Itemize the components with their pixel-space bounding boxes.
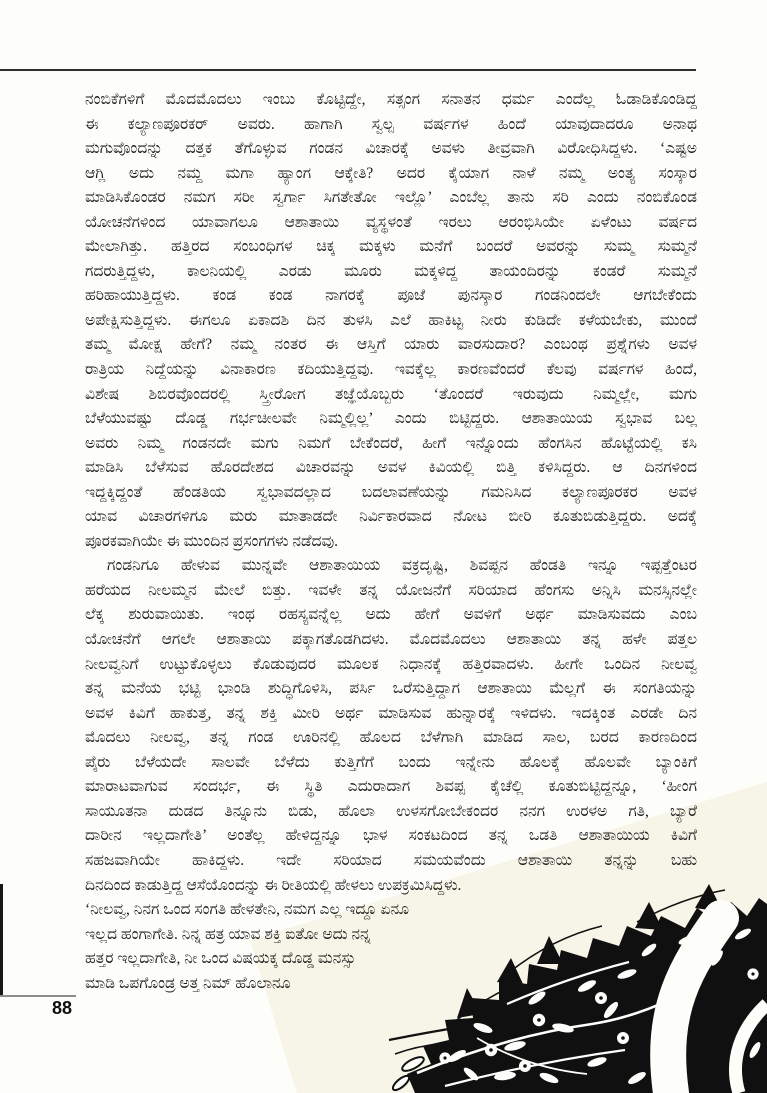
text-line: ಮಾರಾಟವಾಗುವ ಸಂದರ್ಭ, ಈ ಸ್ಥಿತಿ ಎದುರಾದಾಗ ಶಿವಪ್ಪ ಕೈಚೆಲ್ಲಿ ಕೂತುಬಿಟ್ಟಿದ್ದನ್ನೂ, ‘ಹೀಂಗ: [85, 778, 697, 796]
paragraph: [85, 898, 697, 996]
text-line: ಪೈರು ಬೆಳೆಯದೇ ಸಾಲವೇ ಬೆಳೆದು ಕುತ್ತಿಗೆಗೆ ಬಂದು ಇನ್ನೇನು ಹೊಲಕ್ಕೆ ಹೊಲವೇ ಬ್ಯಾಂಕಿಗೆ: [85, 753, 697, 771]
text-line: ಹರೆಯದ ನೀಲಮ್ಮನ ಮೇಲೆ ಬಿತ್ತು. ಇವಳೇ ತನ್ನ ಯೋಜನೆಗೆ ಸರಿಯಾದ ಹೆಂಗಸು ಅನ್ನಿಸಿ ಮನಸ್ಸಿನಲ್ಲೇ: [85, 581, 697, 599]
text-line: ಯೋಚನೆಗಳಿಂದ ಯಾವಾಗಲೂ ಆಶಾತಾಯಿ ವ್ಯಸ್ಥಳಂತೆ ಇರಲು ಆರಂಭಿಸಿಯೇ ಏಳೆಂಟು ವರ್ಷದ: [85, 213, 697, 231]
header-rule: [0, 69, 696, 71]
text-line: ಈ ಕಲ್ಯಾಣಪೂರಕರ್ ಅವರು. ಹಾಗಾಗಿ ಸ್ವಲ್ಪ ವರ್ಷಗಳ ಹಿಂದೆ ಯಾವುದಾದರೂ ಅನಾಥ: [85, 115, 697, 133]
text-line: ಮಾಡಿಸಿಕೊಂಡರ ನಮಗ ಸರೀ ಸ್ವರ್ಗಾ ಸಿಗತೇತೋ ಇಲ್ಲೊ’ ಎಂಬೆಲ್ಲ ತಾನು ಸರಿ ಎಂದು ನಂಬಿಕೊಂಡ: [85, 189, 697, 207]
text-line: ನಂಬಿಕೆಗಳಿಗೆ ಮೊದಮೊದಲು ಇಂಬು ಕೊಟ್ಟಿದ್ದೇ, ಸತ್ಸಂಗ ಸನಾತನ ಧರ್ಮ ಎಂದೆಲ್ಲ ಓಡಾಡಿಕೊಂಡಿದ್ದ: [85, 91, 697, 108]
text-line: ಸಹಜವಾಗಿಯೇ ಹಾಕಿದ್ದಳು. ಇದೇ ಸರಿಯಾದ ಸಮಯವೆಂದು ಆಶಾತಾಯಿ ತನ್ನನ್ನು ಬಹು: [85, 851, 697, 869]
text-line: ತನ್ನ ಮನೆಯ ಭಟ್ಟಿ ಭಾಂಡಿ ಶುದ್ಧಿಗೊಳಿಸಿ, ಪರ್ಸಿ ಒರೆಸುತ್ತಿದ್ದಾಗ ಆಶಾತಾಯಿ ಮೆಲ್ಲಗೆ ಈ ಸಂಗತಿಯನ್ನು: [85, 680, 697, 698]
text-line: ಪೂರಕವಾಗಿಯೇ ಈ ಮುಂದಿನ ಪ್ರಸಂಗಗಳು ನಡೆದವು.: [85, 532, 339, 550]
text-line: ಹರಿಹಾಯುತ್ತಿದ್ದಳು. ಕಂಡ ಕಂಡ ನಾಗರಕ್ಕೆ ಪೂಜೆ ಪುನಸ್ಕಾರ ಗಂಡನಿಂದಲೇ ಆಗಬೇಕೆಂದು: [85, 287, 697, 305]
page-edge-mark: [0, 884, 3, 996]
text-line: ಯಾವ ವಿಚಾರಗಳಿಗೂ ಮರು ಮಾತಾಡದೇ ನಿರ್ವಿಕಾರವಾದ ನೋಟ ಬೀರಿ ಕೂತುಬಿಡುತ್ತಿದ್ದರು. ಅದಕ್ಕೆ: [85, 508, 697, 526]
footer-rule: [0, 995, 76, 997]
text-line: ಮೊದಲು ನೀಲವ್ವ, ತನ್ನ ಗಂಡ ಊರಿನಲ್ಲಿ ಹೊಲದ ಬೆಳೆಗಾಗಿ ಮಾಡಿದ ಸಾಲ, ಬರದ ಕಾರಣದಿಂದ: [85, 729, 697, 747]
text-line: ಗದರುತ್ತಿದ್ದಳು, ಕಾಲನಿಯಲ್ಲಿ ಎರಡು ಮೂರು ಮಕ್ಕಳಿದ್ದ ತಾಯಂದಿರನ್ನು ಕಂಡರೆ ಸುಮ್ಮನೆ: [85, 262, 697, 280]
text-line: ಮಗುವೊಂದನ್ನು ದತ್ತಕ ತೆಗೊಳ್ಳುವ ಗಂಡನ ವಿಚಾರಕ್ಕೆ ಅವಳು ತೀವ್ರವಾಗಿ ವಿರೋಧಿಸಿದ್ದಳು. ‘ಎಷ್ಟಅ: [85, 140, 697, 158]
text-line: ಇದ್ದಕ್ಕಿದ್ದಂತೆ ಹೆಂಡತಿಯ ಸ್ವಭಾವದಲ್ಲಾದ ಬದಲಾವಣೆಯನ್ನು ಗಮನಿಸಿದ ಕಲ್ಯಾಣಪೂರಕರ ಅವಳ: [85, 483, 697, 501]
text-line: ಯೋಚನೆಗೆ ಆಗಲೇ ಆಶಾತಾಯಿ ಪಕ್ಕಾಗತೊಡಗಿದಳು. ಮೊದಮೊದಲು ಆಶಾತಾಯಿ ತನ್ನ ಹಳೇ ಪತ್ತಲ: [85, 631, 697, 649]
text-line: ಇಲ್ಲದ ಹಂಗಾಗೇತಿ. ನಿನ್ನ ಹತ್ರ ಯಾವ ಶಕ್ತಿ ಐತೋ ಅದು ನನ್ನ: [85, 925, 371, 943]
text-line: ತಮ್ಮ ಮೋಕ್ಷ ಹೇಗೆ? ನಮ್ಮ ನಂತರ ಈ ಆಸ್ತಿಗೆ ಯಾರು ವಾರಸುದಾರ? ಎಂಬಂಥ ಪ್ರಶ್ನೆಗಳು ಅವಳ: [85, 336, 697, 354]
text-line: ಗಂಡನಿಗೂ ಹೇಳುವ ಮುನ್ನವೇ ಆಶಾತಾಯಿಯ ವಕ್ರದೃಷ್ಟಿ, ಶಿವಪ್ಪನ ಹೆಂಡತಿ ಇನ್ನೂ ಇಪ್ಪತ್ತೆಂಟರ: [107, 557, 697, 575]
paragraph: [85, 554, 697, 898]
text-line: ಆಗ್ಲಿ ಅದು ನಮ್ದ ಮಗಾ ಹ್ಯಾಂಗ ಆಕ್ಕೇತಿ? ಅದರ ಕೈಯಾಗ ನಾಳೆ ನಮ್ಮ ಅಂತ್ಯ ಸಂಸ್ಕಾರ: [85, 164, 697, 182]
text-line: ಅವರು ನಿಮ್ಮ ಗಂಡನದೇ ಮಗು ನಿಮಗೆ ಬೇಕೆಂದರೆ, ಹೀಗೆ ಇನ್ನೊಂದು ಹೆಂಗಸಿನ ಹೊಟ್ಟೆಯಲ್ಲಿ ಕಸಿ: [85, 434, 697, 452]
text-line: ಅಪೇಕ್ಷಿಸುತ್ತಿದ್ದಳು. ಈಗಲೂ ಏಕಾದಶಿ ದಿನ ತುಳಸಿ ಎಲೆ ಹಾಕಿಟ್ಟ ನೀರು ಕುಡಿದೇ ಕಳೆಯಬೇಕು, ಮುಂದೆ: [85, 311, 697, 329]
text-line: ರಾತ್ರಿಯ ನಿದ್ದೆಯನ್ನು ವಿನಾಕಾರಣ ಕದಿಯುತ್ತಿದ್ದವು. ಇವಕ್ಕೆಲ್ಲ ಕಾರಣವೆಂದರೆ ಕೆಲವು ವರ್ಷಗಳ ಹಿಂದೆ,: [85, 361, 697, 379]
paragraph: [85, 88, 697, 554]
text-line: ಬೆಳೆಯುವಷ್ಟು ದೊಡ್ಡ ಗರ್ಭಚೀಲವೇ ನಿಮ್ಮಲ್ಲಿಲ್ಲ’ ಎಂದು ಬಿಟ್ಟಿದ್ದರು. ಆಶಾತಾಯಿಯ ಸ್ವಭಾವ ಬಲ್ಲ: [85, 410, 697, 428]
text-block: [85, 88, 697, 996]
text-line: ಹತ್ತರ ಇಲ್ಲದಾಗೇತಿ, ನೀ ಒಂದ ವಿಷಯಕ್ಕ ದೊಡ್ಡ ಮನಸ್ಸು: [85, 950, 356, 968]
text-line: ಲೆಕ್ಕ ಶುರುವಾಯಿತು. ಇಂಥ ರಹಸ್ಯವನ್ನೆಲ್ಲ ಅದು ಹೇಗೆ ಅವಳಿಗೆ ಅರ್ಥ ಮಾಡಿಸುವದು ಎಂಬ: [85, 606, 697, 624]
text-line: ದಿನದಿಂದ ಕಾಡುತ್ತಿದ್ದ ಆಸೆಯೊಂದನ್ನು ಈ ರೀತಿಯಲ್ಲಿ ಹೇಳಲು ಉಪಕ್ರಮಿಸಿದ್ದಳು.: [85, 876, 462, 894]
text-line: ಮಾಡಿಸಿ ಬೆಳೆಸುವ ಹೊರದೇಶದ ವಿಚಾರವನ್ನು ಅವಳ ಕಿವಿಯಲ್ಲಿ ಬಿತ್ತಿ ಕಳಿಸಿದ್ದರು. ಆ ದಿನಗಳಿಂದ: [85, 459, 697, 477]
text-line: ವಿಶೇಷ ಶಿಬಿರವೊಂದರಲ್ಲಿ ಸ್ತ್ರೀರೋಗ ತಜ್ಞೆಯೊಬ್ಬರು ‘ತೊಂದರೆ ಇರುವುದು ನಿಮ್ಮಲ್ಲೇ, ಮಗು: [85, 385, 697, 403]
text-line: ಅವಳ ಕಿವಿಗೆ ಹಾಕುತ್ತ, ತನ್ನ ಶಕ್ತಿ ಮೀರಿ ಅರ್ಥ ಮಾಡಿಸುವ ಹುನ್ನಾರಕ್ಕೆ ಇಳಿದಳು. ಇದಕ್ಕಿಂತ ಎರಡೇ ದಿನ: [85, 704, 697, 722]
text-line: ‘ನೀಲವ್ವ, ನಿನಗ ಒಂದ ಸಂಗತಿ ಹೇಳತೇನಿ, ನಮಗ ಎಲ್ಲ ಇದ್ದೂ ಏನೂ: [85, 901, 410, 919]
text-line: ಮೇಲಾಗಿತ್ತು. ಹತ್ತಿರದ ಸಂಬಂಧಿಗಳ ಚಿಕ್ಕ ಮಕ್ಕಳು ಮನೆಗೆ ಬಂದರೆ ಅವರನ್ನು ಸುಮ್ಮ ಸುಮ್ಮನೆ: [85, 238, 697, 256]
page-number: 88: [52, 998, 73, 1018]
text-line: ಮಾಡಿ ಒಪಗೊಂಡ್ರ ಅತ್ತ ನಿಮ್ ಹೊಲಾನೂ: [85, 974, 291, 992]
text-line: ದಾರೀನ ಇಲ್ಲದಾಗೇತಿ’ ಅಂತೆಲ್ಲ ಹೇಳಿದ್ದನ್ನೂ ಭಾಳ ಸಂಕಟದಿಂದ ತನ್ನ ಒಡತಿ ಆಶಾತಾಯಿಯ ಕಿವಿಗೆ: [85, 827, 697, 845]
text-line: ನೀಲವ್ವನಿಗೆ ಉಟ್ಟುಕೊಳ್ಳಲು ಕೊಡುವುದರ ಮೂಲಕ ನಿಧಾನಕ್ಕೆ ಹತ್ತಿರವಾದಳು. ಹೀಗೇ ಒಂದಿನ ನೀಲವ್ವ: [85, 655, 697, 673]
text-line: ಸಾಯೂತನಾ ದುಡದ ತಿನ್ನೂನು ಬಿಡು, ಹೊಲಾ ಉಳಸಗೋಬೇಕಂದರ ನನಗ ಉರಳಅ ಗತಿ, ಬ್ಯಾರೆ: [85, 802, 697, 820]
